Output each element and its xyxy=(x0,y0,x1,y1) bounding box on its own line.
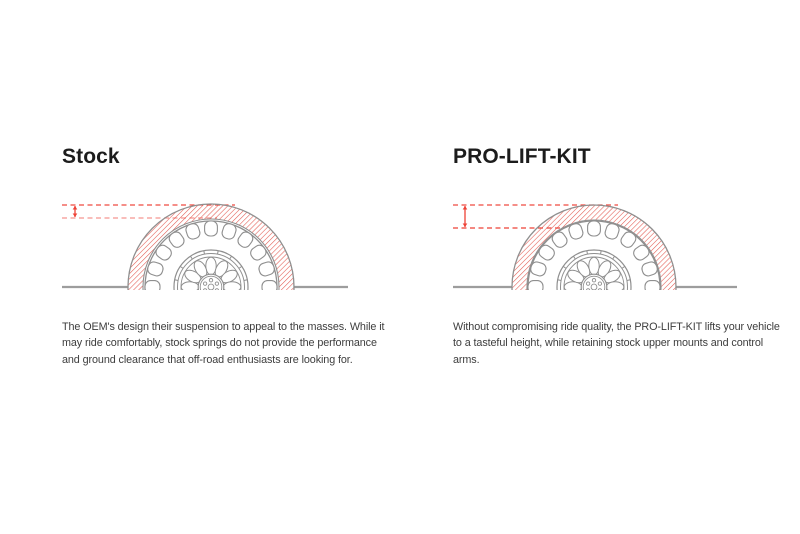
pro-lift-kit-wheel-arch-diagram xyxy=(450,192,740,290)
panel-stock xyxy=(58,140,385,430)
description-line: The OEM's design their suspension to appeal to the masses. While it xyxy=(62,320,385,333)
description-line: Without compromising ride quality, the PRO-LIFT-KIT lifts your vehicle xyxy=(453,320,780,333)
wheel-illustration xyxy=(58,192,348,290)
description-line: to a tasteful height, while retaining stock upper mounts and control xyxy=(453,337,764,350)
pro-lift-kit-description xyxy=(453,319,780,368)
stock-description xyxy=(62,319,385,368)
wheel-illustration xyxy=(450,192,740,290)
description-line: may ride comfortably, stock springs do not provide the performance xyxy=(62,337,377,350)
stock-title: Stock xyxy=(62,145,120,168)
description-line: and ground clearance that off-road enthusiasts are looking for. xyxy=(62,353,353,366)
panel-pro-lift-kit xyxy=(450,140,780,430)
pro-lift-kit-title: PRO-LIFT-KIT xyxy=(453,145,591,168)
description-line: arms. xyxy=(453,353,480,366)
stock-wheel-arch-diagram xyxy=(58,192,348,290)
